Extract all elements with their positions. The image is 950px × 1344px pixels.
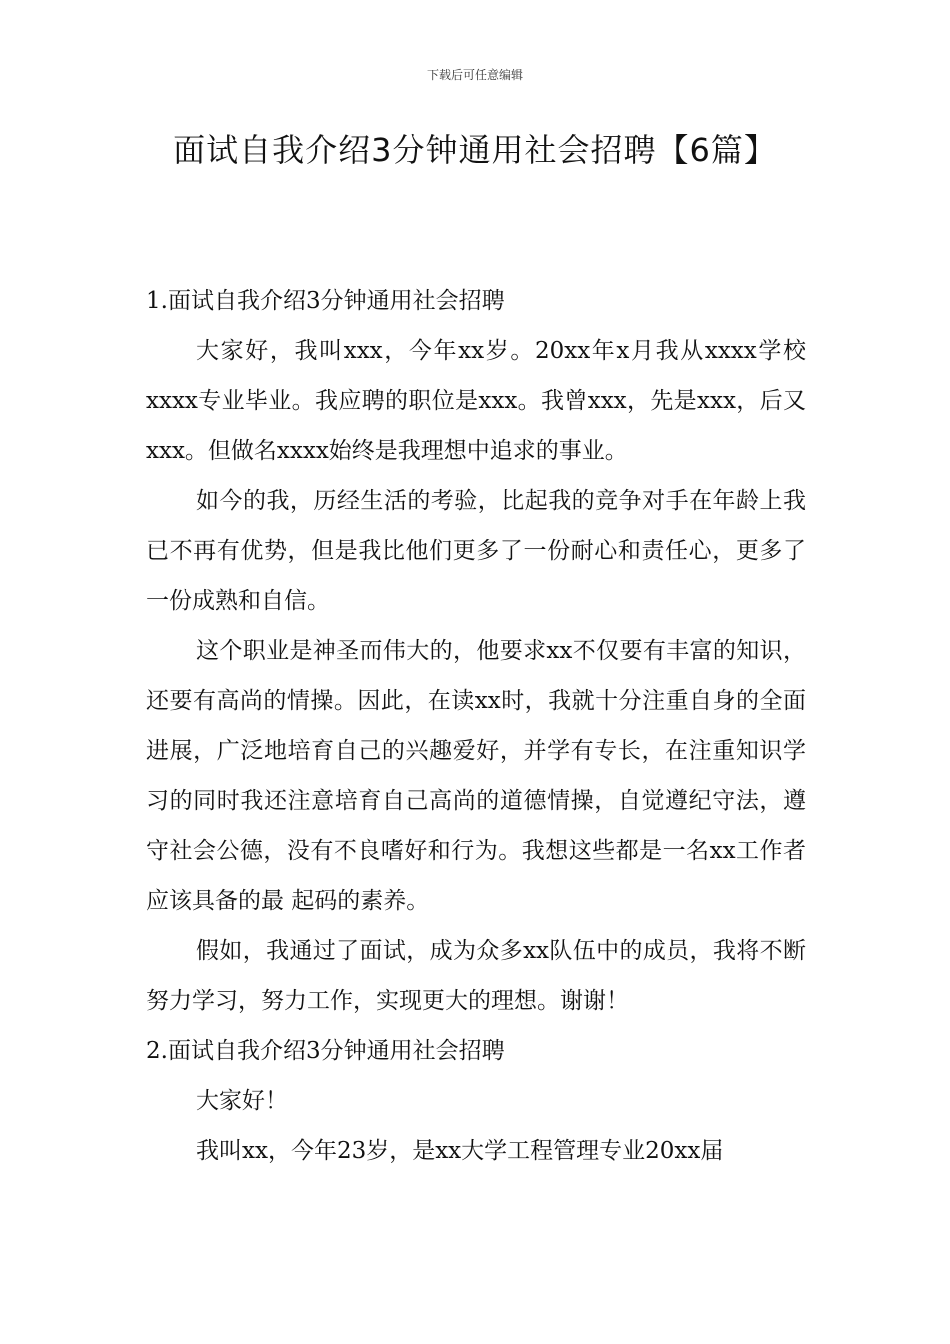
- section: [146, 276, 806, 1026]
- paragraph: 如今的我，历经生活的考验，比起我的竞争对手在年龄上我已不再有优势，但是我比他们更多了一份耐心和责任心，更多了一份成熟和自信。: [146, 488, 806, 614]
- paragraph: 大家好，我叫xxx，今年xx岁。20xx年x月我从xxxx学校xxxx专业毕业。我应聘的职位是xxx。我曾xxx，先是xxx，后又xxx。但做名xxxx始终是我理想中追求的事业。: [146, 338, 806, 464]
- section-heading: 2.面试自我介绍3分钟通用社会招聘: [146, 1038, 505, 1064]
- paragraph: 我叫xx，今年23岁，是xx大学工程管理专业20xx届: [196, 1138, 724, 1164]
- section-heading: 1.面试自我介绍3分钟通用社会招聘: [146, 288, 505, 314]
- paragraph: 这个职业是神圣而伟大的，他要求xx不仅要有丰富的知识，还要有高尚的情操。因此，在读xx时，我就十分注重自身的全面进展，广泛地培育自己的兴趣爱好，并学有专长，在注重知识学习的同时我还注意培育自己高尚的道德情操，自觉遵纪守法，遵守社会公德，没有不良嗜好和行为。我想这些都是一名xx工作者应该具备的最 起码的素养。: [146, 638, 806, 914]
- document-title: 面试自我介绍3分钟通用社会招聘【6篇】: [173, 131, 777, 169]
- paragraph: 大家好！: [196, 1088, 288, 1114]
- paragraph: 假如，我通过了面试，成为众多xx队伍中的成员，我将不断努力学习，努力工作，实现更大的理想。谢谢！: [146, 938, 806, 1014]
- header-note: 下载后可任意编辑: [426, 68, 523, 82]
- document-body: [146, 276, 806, 1176]
- section: [146, 1026, 806, 1176]
